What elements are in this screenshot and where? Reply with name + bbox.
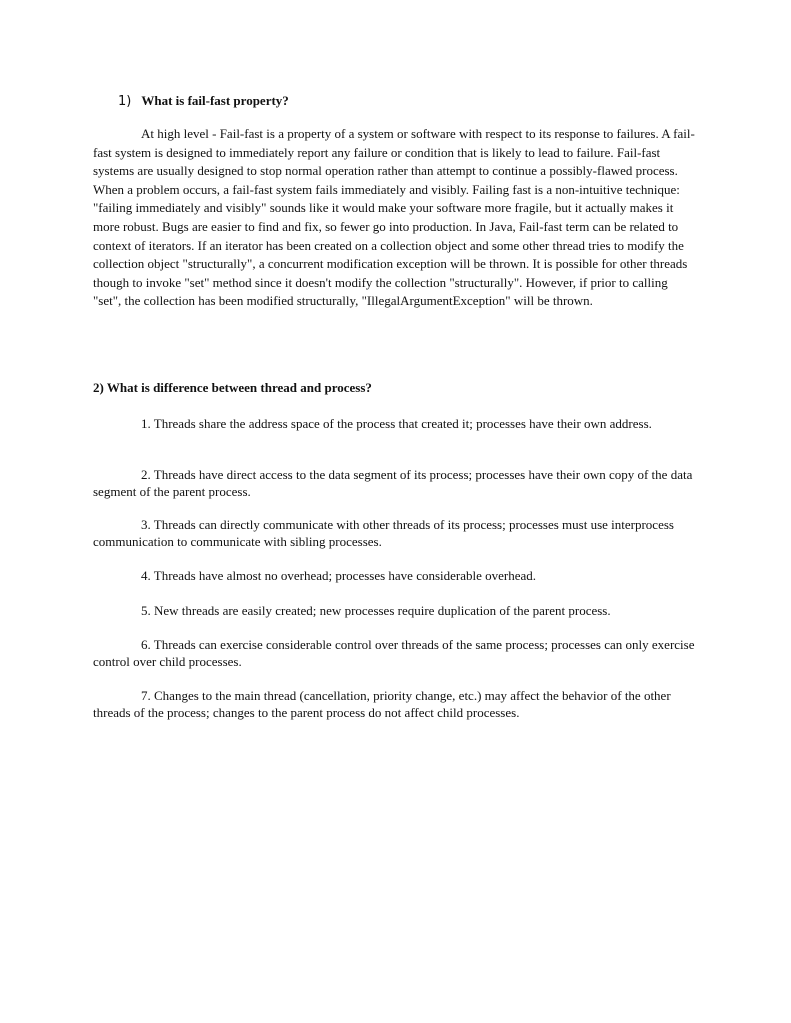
answer-point-3: 3. Threads can directly communicate with other threads of its process; processes must use interprocess communication to communicate with sibling processes. <box>93 517 674 549</box>
question-2-heading: 2) What is difference between thread and process? <box>93 380 372 395</box>
answer-point-2: 2. Threads have direct access to the data segment of its process; processes have their own copy of the data segment of the parent process. <box>93 467 693 499</box>
answer-point-6: 6. Threads can exercise considerable control over threads of the same process; processes can only exercise control over child processes. <box>93 637 695 669</box>
question-1-number: 1) <box>118 94 132 109</box>
answer-point-1: 1. Threads share the address space of the process that created it; processes have their own address. <box>141 416 652 431</box>
question-1-answer: At high level - Fail-fast is a property of a system or software with respect to its response to failures. A fail-fast system is designed to immediately report any failure or condition that is likely to lead to failure. Fail-fast systems are usually designed to stop normal operation rather than attempt to continue a possibly-flawed process. When a problem occurs, a fail-fast system fails immediately and visibly. Failing fast is a non-intuitive technique: "failing immediately and visibly" sounds like it would make your software more fragile, but it actually makes it more robust. Bugs are easier to find and fix, so fewer go into production. In Java, Fail-fast term can be related to context of iterators. If an iterator has been created on a collection object and some other thread tries to modify the collection object "structurally", a concurrent modification exception will be thrown. It is possible for other threads though to invoke "set" method since it doesn't modify the collection "structurally". However, if prior to calling "set", the collection has been modified structurally, "IllegalArgumentException" will be thrown. <box>93 126 695 309</box>
answer-point-5: 5. New threads are easily created; new processes require duplication of the parent process. <box>141 603 611 618</box>
question-1-title: What is fail-fast property? <box>141 93 289 108</box>
answer-point-7: 7. Changes to the main thread (cancellation, priority change, etc.) may affect the behavior of the other threads of the process; changes to the parent process do not affect child processes. <box>93 688 671 720</box>
question-1-heading <box>118 93 289 109</box>
answer-point-4: 4. Threads have almost no overhead; processes have considerable overhead. <box>141 568 537 583</box>
